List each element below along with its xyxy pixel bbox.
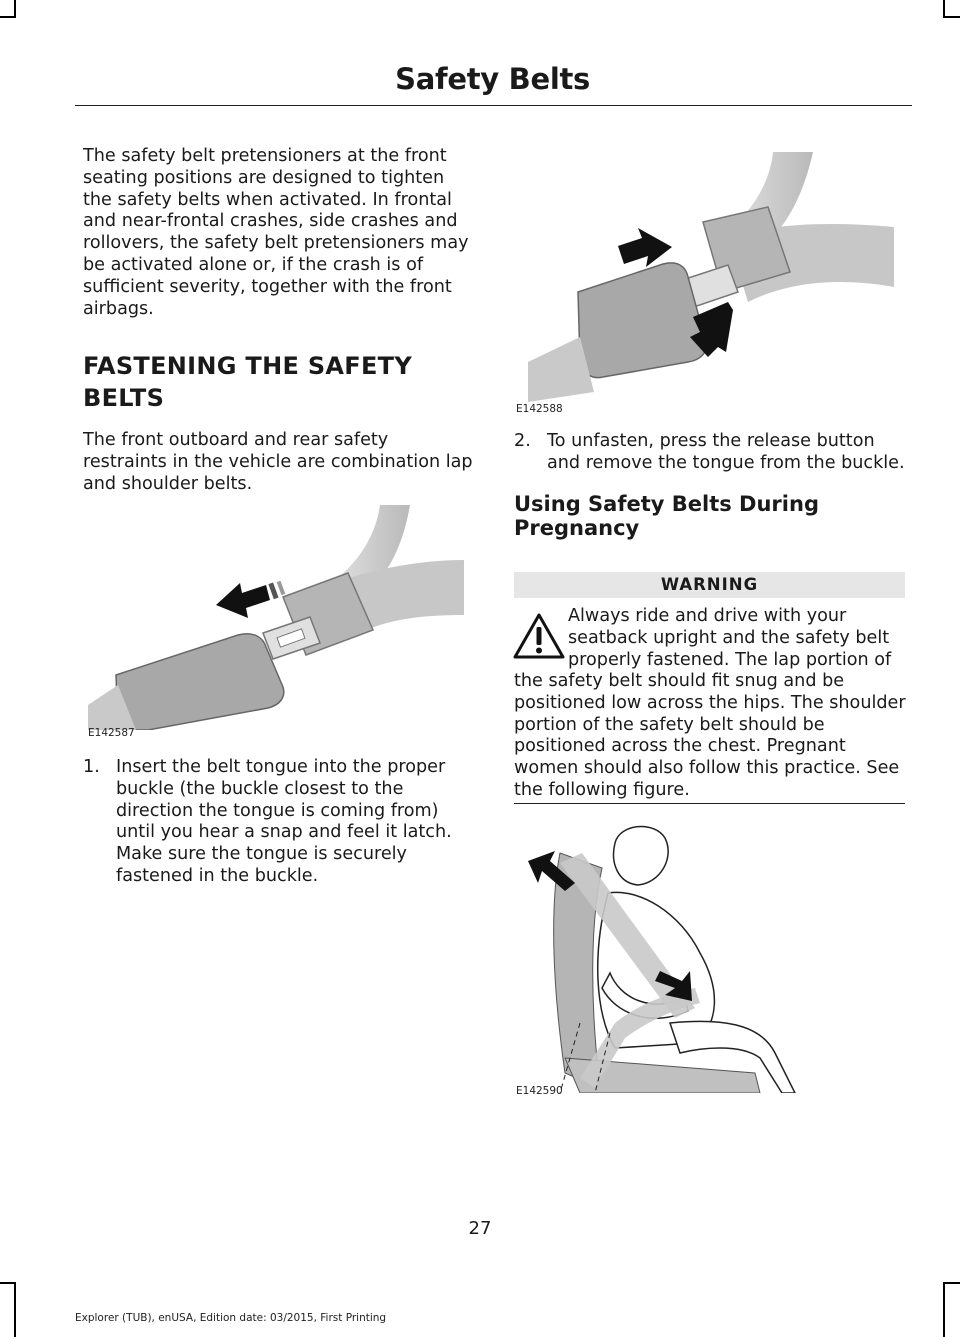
warning-text: Always ride and drive with your seatback upright and the safety belt properly fastened. The lap portion of — [568, 606, 892, 670]
crop-mark — [14, 1282, 16, 1337]
figure-code: E142588 — [516, 403, 563, 415]
fasten-belt-figure — [88, 505, 464, 730]
page-number: 27 — [468, 1218, 492, 1239]
crop-mark — [943, 1282, 960, 1284]
step-number: 1. — [83, 757, 100, 777]
crop-mark — [0, 16, 16, 18]
pregnancy-heading-line: Using Safety Belts During — [514, 491, 819, 516]
step-number: 2. — [514, 431, 531, 451]
buckle-body — [578, 263, 706, 378]
figure-code: E142587 — [88, 727, 135, 739]
pregnancy-belt-figure — [520, 823, 805, 1093]
warning-triangle-icon — [513, 612, 565, 660]
crop-mark — [0, 1282, 16, 1284]
figure-code: E142590 — [516, 1085, 563, 1097]
section-heading-line: BELTS — [83, 384, 165, 413]
crop-mark — [943, 16, 960, 18]
belt-type-paragraph: The front outboard and rear safety restraints in the vehicle are combination lap and shoulder belts. — [83, 430, 473, 494]
step-1 — [83, 757, 477, 888]
crop-mark — [943, 1282, 945, 1337]
right-column — [514, 431, 908, 540]
page-title: Safety Belts — [395, 62, 590, 96]
unfasten-belt-figure — [528, 152, 894, 402]
buckle-body — [116, 634, 284, 730]
pregnancy-heading — [514, 492, 908, 540]
warning-text-continued: the safety belt should fit snug and be positioned low across the hips. The shoulder portion of the safety belt should be positioned across the chest. Pregnant women should also follow this practice. See the following figure. — [514, 671, 906, 800]
step-text: Insert the belt tongue into the proper buckle (the buckle closest to the direction the tongue is coming from) until you hear a snap and feel it latch. Make sure the tongue is securely fastened in the buckle. — [116, 757, 452, 886]
pregnancy-heading-line: Pregnancy — [514, 515, 640, 540]
head — [614, 827, 669, 885]
warning-divider — [514, 803, 905, 804]
step-text: To unfasten, press the release button and remove the tongue from the buckle. — [547, 431, 905, 473]
section-heading-line: FASTENING THE SAFETY — [83, 352, 413, 381]
header-divider — [75, 105, 912, 106]
release-arrow-icon — [618, 228, 672, 267]
pretensioner-paragraph: The safety belt pretensioners at the front seating positions are designed to tighten the safety belts when activated. In frontal and near-frontal crashes, side crashes and rollovers, the safety belt pretensioners may be activated alone or, if the crash is of sufficient severity, together with the front airbags. — [83, 146, 469, 319]
insert-arrow-icon — [216, 583, 270, 618]
section-heading — [83, 350, 477, 414]
edition-footer: Explorer (TUB), enUSA, Edition date: 03/2015, First Printing — [75, 1312, 387, 1324]
warning-label: WARNING — [514, 572, 905, 598]
left-column — [83, 146, 477, 496]
